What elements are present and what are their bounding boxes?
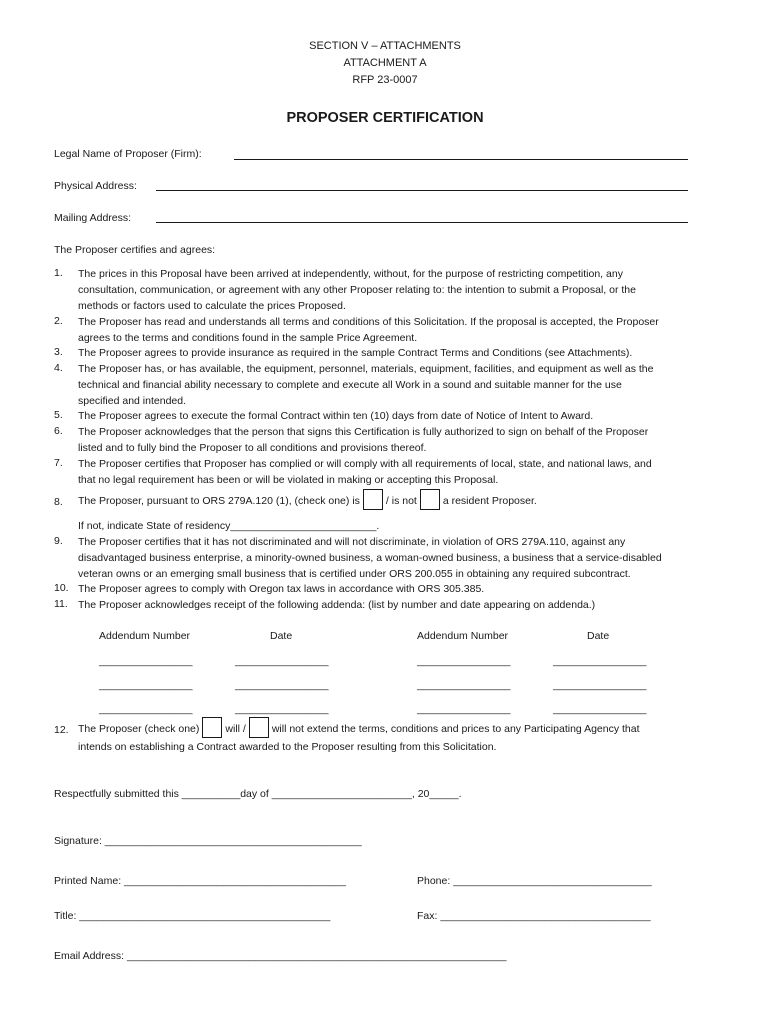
will-extend-checkbox[interactable] bbox=[202, 717, 222, 738]
addendum-date-field[interactable]: ________________ bbox=[235, 679, 329, 691]
addendum-date-field[interactable]: ________________ bbox=[553, 703, 647, 715]
item-number: 2. bbox=[54, 315, 63, 327]
item-text: The Proposer has read and understands all terms and conditions of this Solicitation. If the proposal is accepted, the Proposer agrees to the terms and conditions found in the sample Price Agreement. bbox=[78, 316, 659, 344]
item-text: The Proposer agrees to provide insurance as required in the sample Contract Terms and Conditions (see Attachments). bbox=[78, 347, 633, 359]
item-text: The Proposer, pursuant to ORS 279A.120 (1), (check one) is / is not a resident Proposer. bbox=[78, 489, 537, 512]
legal-name-field[interactable] bbox=[234, 159, 688, 160]
physical-address-field[interactable] bbox=[156, 190, 688, 191]
addendum-number-field[interactable]: ________________ bbox=[417, 679, 511, 691]
item-number: 5. bbox=[54, 409, 63, 421]
item-number: 10. bbox=[54, 582, 69, 594]
item-text: The Proposer agrees to comply with Oregon tax laws in accordance with ORS 305.385. bbox=[78, 583, 485, 595]
item-text: The Proposer has, or has available, the equipment, personnel, materials, equipment, facilities, and equipment as well as the technical and financial ability necessary to complete and execute all Work in a sound and suitable manner for the use specified and intended. bbox=[78, 363, 654, 407]
will-not-extend-checkbox[interactable] bbox=[249, 717, 269, 738]
intro-text: The Proposer certifies and agrees: bbox=[54, 244, 216, 256]
addendum-number-field[interactable]: ________________ bbox=[99, 679, 193, 691]
item-text: The Proposer (check one) will / will not extend the terms, conditions and prices to any Participating Agency that bbox=[78, 717, 640, 740]
fax-field[interactable]: Fax: ____________________________________ bbox=[417, 910, 651, 922]
submitted-date-line[interactable]: Respectfully submitted this __________day of ________________________, 20_____. bbox=[54, 788, 462, 800]
phone-field[interactable]: Phone: __________________________________ bbox=[417, 875, 652, 887]
item-text-continued: intends on establishing a Contract awarded to the Proposer resulting from this Solicitation. bbox=[78, 741, 497, 753]
mailing-address-field[interactable] bbox=[156, 222, 688, 223]
item-number: 4. bbox=[54, 362, 63, 374]
addendum-number-field[interactable]: ________________ bbox=[99, 703, 193, 715]
state-residency-line[interactable]: If not, indicate State of residency_________________________. bbox=[78, 520, 380, 532]
date-header: Date bbox=[587, 630, 610, 642]
resident-no-checkbox[interactable] bbox=[420, 489, 440, 510]
resident-yes-checkbox[interactable] bbox=[363, 489, 383, 510]
item-number: 7. bbox=[54, 457, 63, 469]
item-text: The prices in this Proposal have been arrived at independently, without, for the purpose of restricting competition, any consultation, communication, or agreement with any other Proposer relating to: the intention to submit a Proposal, or the methods or factors used to calculate the prices Proposed. bbox=[78, 268, 636, 312]
signature-field[interactable]: Signature: ____________________________________________ bbox=[54, 835, 362, 847]
title-field[interactable]: Title: ___________________________________________ bbox=[54, 910, 331, 922]
item-number: 9. bbox=[54, 535, 63, 547]
page-title: PROPOSER CERTIFICATION bbox=[286, 110, 484, 126]
item-number: 8. bbox=[54, 496, 63, 508]
addendum-date-field[interactable]: ________________ bbox=[235, 655, 329, 667]
addendum-date-field[interactable]: ________________ bbox=[553, 679, 647, 691]
attachment-heading: ATTACHMENT A bbox=[343, 57, 427, 69]
legal-name-label: Legal Name of Proposer (Firm): bbox=[54, 148, 202, 160]
section-heading: SECTION V – ATTACHMENTS bbox=[309, 40, 461, 52]
date-header: Date bbox=[270, 630, 293, 642]
rfp-number: RFP 23-0007 bbox=[352, 74, 418, 86]
item-number: 12. bbox=[54, 724, 69, 736]
email-field[interactable]: Email Address: _________________________________________________________________ bbox=[54, 950, 507, 962]
item-text: The Proposer acknowledges receipt of the following addenda: (list by number and date appearing on addenda.) bbox=[78, 599, 596, 611]
item-text: The Proposer acknowledges that the person that signs this Certification is fully authorized to sign on behalf of the Proposer listed and to fully bind the Proposer to all conditions and provisions thereof. bbox=[78, 426, 649, 454]
addendum-date-field[interactable]: ________________ bbox=[553, 655, 647, 667]
item-text: The Proposer agrees to execute the formal Contract within ten (10) days from date of Notice of Intent to Award. bbox=[78, 410, 594, 422]
printed-name-field[interactable]: Printed Name: ______________________________________ bbox=[54, 875, 346, 887]
item-text: The Proposer certifies that Proposer has complied or will comply with all requirements of local, state, and national laws, and that no legal requirement has been or will be violated in making or accepting this Proposal. bbox=[78, 458, 652, 486]
addendum-date-field[interactable]: ________________ bbox=[235, 703, 329, 715]
addendum-number-header: Addendum Number bbox=[417, 630, 509, 642]
addendum-number-field[interactable]: ________________ bbox=[99, 655, 193, 667]
item-number: 11. bbox=[54, 598, 68, 610]
physical-address-label: Physical Address: bbox=[54, 180, 137, 192]
mailing-address-label: Mailing Address: bbox=[54, 212, 132, 224]
item-number: 3. bbox=[54, 346, 63, 358]
addendum-number-field[interactable]: ________________ bbox=[417, 703, 511, 715]
item-number: 6. bbox=[54, 425, 63, 437]
addendum-number-field[interactable]: ________________ bbox=[417, 655, 511, 667]
addendum-number-header: Addendum Number bbox=[99, 630, 191, 642]
item-number: 1. bbox=[54, 267, 63, 279]
item-text: The Proposer certifies that it has not discriminated and will not discriminate, in violation of ORS 279A.110, against any disadvantaged business enterprise, a minority-owned business, a woman-owned business, a business that a service-disabled veteran owns or an emerging small business that is certified under ORS 200.055 in obtaining any required subcontract. bbox=[78, 536, 662, 580]
